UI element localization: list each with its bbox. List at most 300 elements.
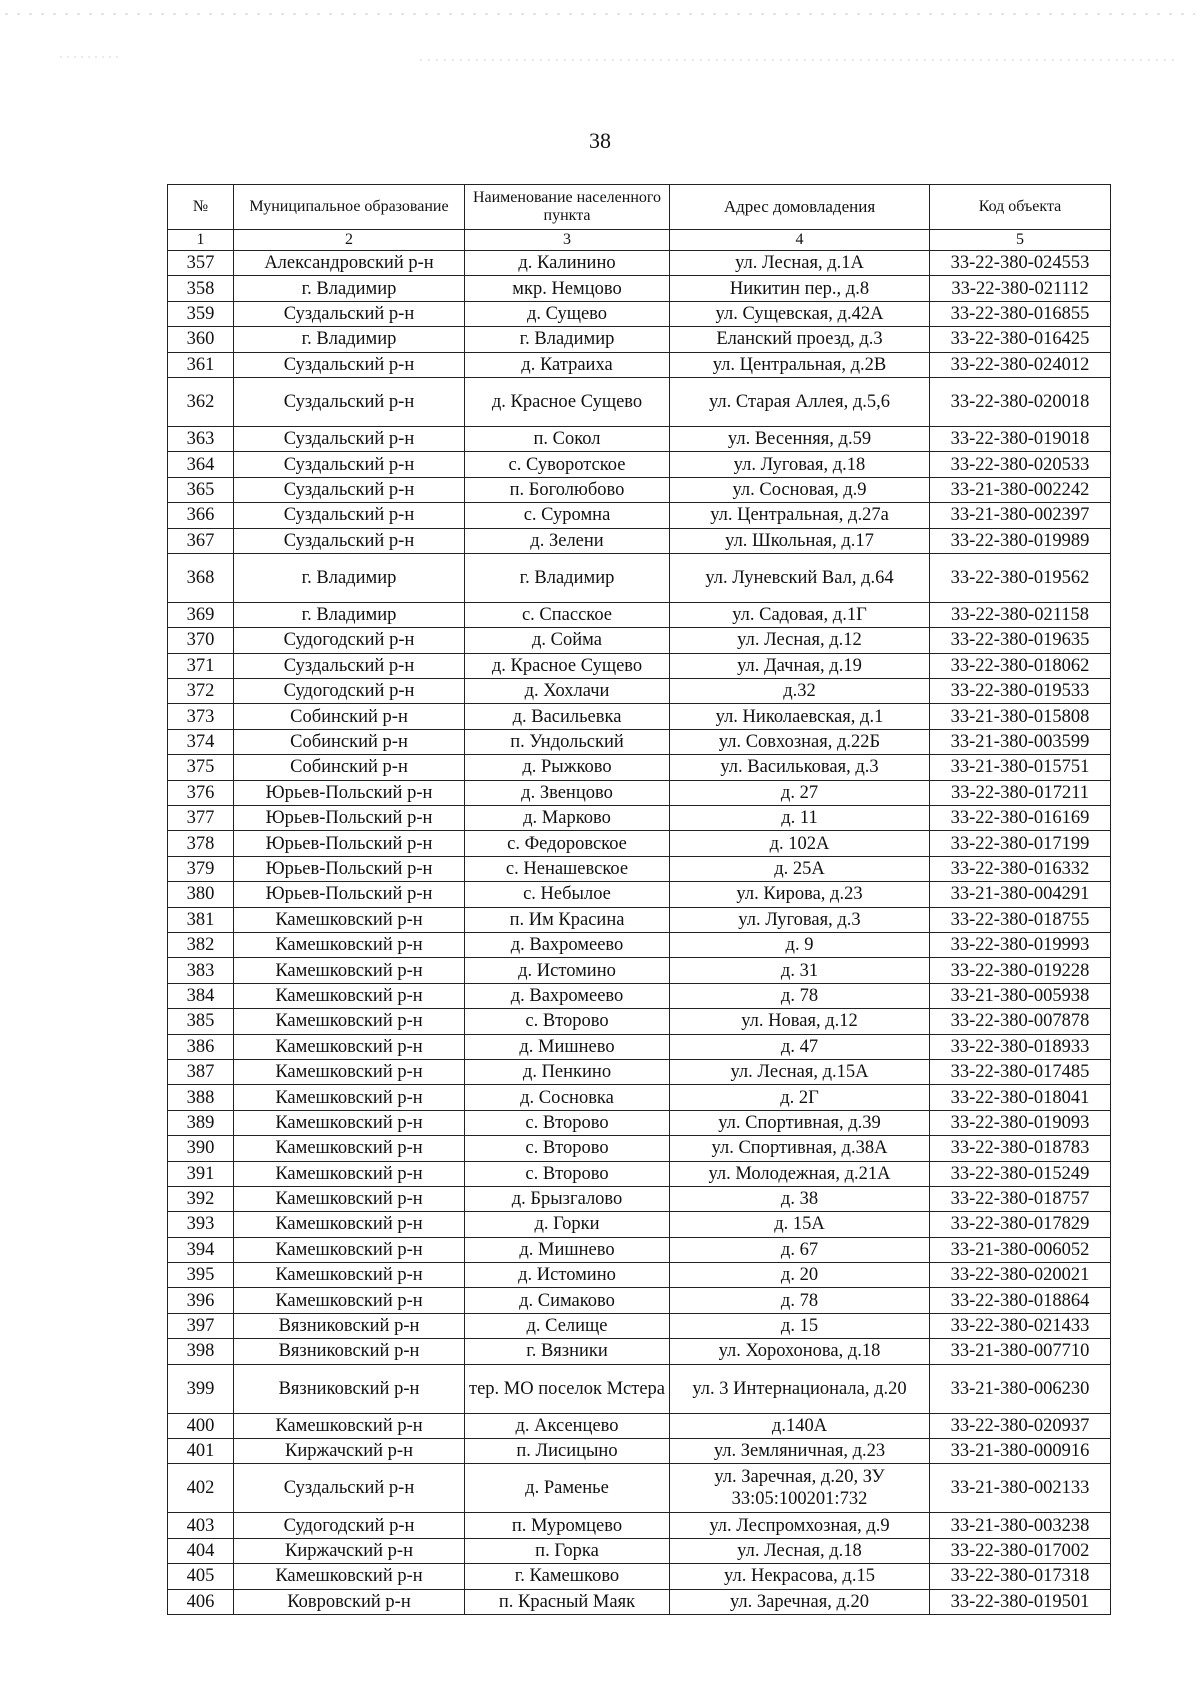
object-code-cell: 33-21-380-006052 — [930, 1237, 1111, 1262]
table-row — [168, 327, 1111, 352]
table-row — [168, 1339, 1111, 1364]
settlement-cell: тер. МО поселок Мстера — [465, 1364, 670, 1413]
table-row — [168, 1589, 1111, 1614]
address-cell: ул. Кирова, д.23 — [670, 882, 930, 907]
table-row — [168, 377, 1111, 426]
object-code-cell: 33-22-380-024012 — [930, 352, 1111, 377]
address-cell: ул. Лесная, д.15А — [670, 1059, 930, 1084]
row-number: 358 — [168, 276, 234, 301]
address-cell: ул. Новая, д.12 — [670, 1009, 930, 1034]
row-number: 402 — [168, 1464, 234, 1513]
row-number: 401 — [168, 1439, 234, 1464]
settlement-cell: д. Горки — [465, 1212, 670, 1237]
row-number: 359 — [168, 301, 234, 326]
header-object-code: Код объекта — [930, 185, 1111, 230]
row-number: 371 — [168, 653, 234, 678]
object-code-cell: 33-22-380-019018 — [930, 426, 1111, 451]
object-code-cell: 33-21-380-002133 — [930, 1464, 1111, 1513]
settlement-cell: с. Небылое — [465, 882, 670, 907]
municipality-cell: Камешковский р-н — [234, 1136, 465, 1161]
municipality-cell: Камешковский р-н — [234, 958, 465, 983]
row-number: 400 — [168, 1413, 234, 1438]
municipality-cell: Собинский р-н — [234, 729, 465, 754]
settlement-cell: с. Второво — [465, 1161, 670, 1186]
address-cell: д. 25А — [670, 856, 930, 881]
address-cell: д. 20 — [670, 1263, 930, 1288]
municipality-cell: Вязниковский р-н — [234, 1313, 465, 1338]
table-row — [168, 1009, 1111, 1034]
header-municipality: Муниципальное образование — [234, 185, 465, 230]
row-number: 405 — [168, 1564, 234, 1589]
address-cell: д. 78 — [670, 1288, 930, 1313]
row-number: 379 — [168, 856, 234, 881]
address-cell: д.140А — [670, 1413, 930, 1438]
object-code-cell: 33-22-380-018864 — [930, 1288, 1111, 1313]
settlement-cell: д. Пенкино — [465, 1059, 670, 1084]
address-cell: д. 38 — [670, 1186, 930, 1211]
row-number: 391 — [168, 1161, 234, 1186]
settlement-cell: д. Мишнево — [465, 1034, 670, 1059]
address-cell: д. 78 — [670, 983, 930, 1008]
object-code-cell: 33-22-380-020533 — [930, 452, 1111, 477]
address-cell: ул. Сосновая, д.9 — [670, 477, 930, 502]
table-body — [168, 251, 1111, 1615]
object-code-cell: 33-22-380-018933 — [930, 1034, 1111, 1059]
table-row — [168, 983, 1111, 1008]
address-cell: ул. Лесная, д.12 — [670, 628, 930, 653]
table-row — [168, 1263, 1111, 1288]
table-row — [168, 528, 1111, 553]
table-row — [168, 1186, 1111, 1211]
settlement-cell: мкр. Немцово — [465, 276, 670, 301]
object-code-cell: 33-22-380-017829 — [930, 1212, 1111, 1237]
municipality-cell: Камешковский р-н — [234, 932, 465, 957]
object-code-cell: 33-22-380-016425 — [930, 327, 1111, 352]
row-number: 361 — [168, 352, 234, 377]
table-row — [168, 426, 1111, 451]
settlement-cell: д. Вахромеево — [465, 932, 670, 957]
municipality-cell: Камешковский р-н — [234, 1288, 465, 1313]
object-code-cell: 33-22-380-024553 — [930, 251, 1111, 276]
object-code-cell: 33-22-380-017211 — [930, 780, 1111, 805]
settlement-cell: д. Зелени — [465, 528, 670, 553]
municipality-cell: Юрьев-Польский р-н — [234, 882, 465, 907]
row-number: 378 — [168, 831, 234, 856]
municipality-cell: Суздальский р-н — [234, 426, 465, 451]
row-number: 384 — [168, 983, 234, 1008]
table-row — [168, 653, 1111, 678]
municipality-cell: г. Владимир — [234, 327, 465, 352]
settlement-cell: г. Камешково — [465, 1564, 670, 1589]
address-cell: д. 2Г — [670, 1085, 930, 1110]
settlement-cell: д. Марково — [465, 806, 670, 831]
settlement-cell: с. Второво — [465, 1009, 670, 1034]
settlement-cell: с. Суворотское — [465, 452, 670, 477]
table-row — [168, 806, 1111, 831]
table-row — [168, 602, 1111, 627]
table-row — [168, 958, 1111, 983]
settlement-cell: п. Лисицыно — [465, 1439, 670, 1464]
address-cell: ул. Васильковая, д.3 — [670, 755, 930, 780]
municipality-cell: Суздальский р-н — [234, 653, 465, 678]
object-code-cell: 33-22-380-019093 — [930, 1110, 1111, 1135]
row-number: 398 — [168, 1339, 234, 1364]
address-cell: ул. Садовая, д.1Г — [670, 602, 930, 627]
address-cell: д. 9 — [670, 932, 930, 957]
table-row — [168, 452, 1111, 477]
municipality-cell: Собинский р-н — [234, 704, 465, 729]
address-cell: ул. Весенняя, д.59 — [670, 426, 930, 451]
table-row — [168, 1513, 1111, 1538]
table-row — [168, 276, 1111, 301]
municipality-cell: Камешковский р-н — [234, 1263, 465, 1288]
municipality-cell: Киржачский р-н — [234, 1439, 465, 1464]
settlement-cell: д. Сущево — [465, 301, 670, 326]
municipality-cell: Камешковский р-н — [234, 1110, 465, 1135]
row-number: 367 — [168, 528, 234, 553]
settlement-cell: д. Истомино — [465, 1263, 670, 1288]
object-code-cell: 33-22-380-018783 — [930, 1136, 1111, 1161]
address-cell: ул. Луневский Вал, д.64 — [670, 553, 930, 602]
settlement-cell: д. Брызгалово — [465, 1186, 670, 1211]
municipality-cell: Камешковский р-н — [234, 1085, 465, 1110]
row-number: 403 — [168, 1513, 234, 1538]
settlement-cell: с. Ненашевское — [465, 856, 670, 881]
address-cell: ул. Николаевская, д.1 — [670, 704, 930, 729]
object-code-cell: 33-22-380-020937 — [930, 1413, 1111, 1438]
municipality-cell: Суздальский р-н — [234, 352, 465, 377]
object-code-cell: 33-22-380-017318 — [930, 1564, 1111, 1589]
settlement-cell: д. Сойма — [465, 628, 670, 653]
row-number: 396 — [168, 1288, 234, 1313]
address-cell: ул. Центральная, д.2В — [670, 352, 930, 377]
object-code-cell: 33-22-380-019993 — [930, 932, 1111, 957]
row-number: 376 — [168, 780, 234, 805]
municipality-cell: Юрьев-Польский р-н — [234, 806, 465, 831]
column-number: 5 — [930, 230, 1111, 251]
object-code-cell: 33-22-380-019635 — [930, 628, 1111, 653]
address-cell: ул. Леспромхозная, д.9 — [670, 1513, 930, 1538]
address-cell: ул. Лесная, д.18 — [670, 1538, 930, 1563]
address-cell: д. 27 — [670, 780, 930, 805]
object-code-cell: 33-21-380-002397 — [930, 503, 1111, 528]
settlement-cell: д. Истомино — [465, 958, 670, 983]
table-row — [168, 1288, 1111, 1313]
row-number: 404 — [168, 1538, 234, 1563]
settlement-cell: п. Горка — [465, 1538, 670, 1563]
address-cell: д.32 — [670, 679, 930, 704]
address-cell: д. 11 — [670, 806, 930, 831]
address-cell: ул. 3 Интернационала, д.20 — [670, 1364, 930, 1413]
object-code-cell: 33-22-380-019562 — [930, 553, 1111, 602]
address-cell: ул. Школьная, д.17 — [670, 528, 930, 553]
settlement-cell: д. Звенцово — [465, 780, 670, 805]
row-number: 387 — [168, 1059, 234, 1084]
row-number: 388 — [168, 1085, 234, 1110]
object-code-cell: 33-21-380-007710 — [930, 1339, 1111, 1364]
row-number: 397 — [168, 1313, 234, 1338]
row-number: 374 — [168, 729, 234, 754]
municipality-cell: Камешковский р-н — [234, 1186, 465, 1211]
table-header-row — [168, 185, 1111, 230]
table-row — [168, 1237, 1111, 1262]
address-cell: д. 15А — [670, 1212, 930, 1237]
municipality-cell: Суздальский р-н — [234, 377, 465, 426]
municipality-cell: Юрьев-Польский р-н — [234, 831, 465, 856]
object-code-cell: 33-22-380-020018 — [930, 377, 1111, 426]
settlement-cell: г. Вязники — [465, 1339, 670, 1364]
object-code-cell: 33-22-380-021433 — [930, 1313, 1111, 1338]
settlement-cell: д. Рыжково — [465, 755, 670, 780]
table-row — [168, 1564, 1111, 1589]
address-cell: ул. Старая Аллея, д.5,6 — [670, 377, 930, 426]
settlement-cell: п. Им Красина — [465, 907, 670, 932]
object-code-cell: 33-22-380-018755 — [930, 907, 1111, 932]
address-cell: ул. Луговая, д.3 — [670, 907, 930, 932]
object-code-cell: 33-22-380-015249 — [930, 1161, 1111, 1186]
row-number: 364 — [168, 452, 234, 477]
row-number: 366 — [168, 503, 234, 528]
municipality-cell: г. Владимир — [234, 276, 465, 301]
row-number: 390 — [168, 1136, 234, 1161]
table-row — [168, 301, 1111, 326]
row-number: 360 — [168, 327, 234, 352]
municipality-cell: Вязниковский р-н — [234, 1364, 465, 1413]
object-code-cell: 33-21-380-005938 — [930, 983, 1111, 1008]
row-number: 394 — [168, 1237, 234, 1262]
address-cell: ул. Дачная, д.19 — [670, 653, 930, 678]
scan-artifact-lines — [0, 0, 1200, 80]
table-row — [168, 1313, 1111, 1338]
object-code-cell: 33-22-380-021158 — [930, 602, 1111, 627]
municipality-cell: Камешковский р-н — [234, 1161, 465, 1186]
table-row — [168, 704, 1111, 729]
table-row — [168, 477, 1111, 502]
municipality-cell: Ковровский р-н — [234, 1589, 465, 1614]
municipality-cell: Суздальский р-н — [234, 452, 465, 477]
settlement-cell: д. Вахромеево — [465, 983, 670, 1008]
address-cell: д. 31 — [670, 958, 930, 983]
address-cell: ул. Луговая, д.18 — [670, 452, 930, 477]
object-code-cell: 33-22-380-018041 — [930, 1085, 1111, 1110]
address-cell: ул. Земляничная, д.23 — [670, 1439, 930, 1464]
page-number: 38 — [589, 128, 611, 153]
settlement-cell: с. Спасское — [465, 602, 670, 627]
municipality-cell: Камешковский р-н — [234, 1034, 465, 1059]
address-cell: ул. Заречная, д.20, ЗУ 33:05:100201:732 — [670, 1464, 930, 1513]
municipality-cell: г. Владимир — [234, 602, 465, 627]
row-number: 406 — [168, 1589, 234, 1614]
row-number: 368 — [168, 553, 234, 602]
row-number: 386 — [168, 1034, 234, 1059]
object-code-cell: 33-22-380-016855 — [930, 301, 1111, 326]
municipality-cell: Суздальский р-н — [234, 477, 465, 502]
table-row — [168, 1413, 1111, 1438]
address-cell: ул. Совхозная, д.22Б — [670, 729, 930, 754]
row-number: 389 — [168, 1110, 234, 1135]
settlement-cell: д. Красное Сущево — [465, 653, 670, 678]
municipality-cell: Судогодский р-н — [234, 1513, 465, 1538]
municipality-cell: Суздальский р-н — [234, 1464, 465, 1513]
settlement-cell: п. Муромцево — [465, 1513, 670, 1538]
settlement-cell: д. Васильевка — [465, 704, 670, 729]
table-row — [168, 352, 1111, 377]
object-code-cell: 33-22-380-018757 — [930, 1186, 1111, 1211]
settlement-cell: г. Владимир — [465, 327, 670, 352]
table-row — [168, 553, 1111, 602]
header-settlement: Наименование населенного пункта — [465, 185, 670, 230]
object-code-cell: 33-22-380-019228 — [930, 958, 1111, 983]
municipality-cell: Юрьев-Польский р-н — [234, 856, 465, 881]
settlement-cell: п. Боголюбово — [465, 477, 670, 502]
table-row — [168, 1059, 1111, 1084]
object-code-cell: 33-22-380-021112 — [930, 276, 1111, 301]
row-number: 385 — [168, 1009, 234, 1034]
object-code-cell: 33-21-380-003599 — [930, 729, 1111, 754]
column-number-row — [168, 230, 1111, 251]
settlement-cell: д. Калинино — [465, 251, 670, 276]
object-code-cell: 33-22-380-019533 — [930, 679, 1111, 704]
table-row — [168, 1212, 1111, 1237]
table-row — [168, 1364, 1111, 1413]
municipality-cell: Камешковский р-н — [234, 1413, 465, 1438]
settlement-cell: д. Сосновка — [465, 1085, 670, 1110]
municipality-cell: Камешковский р-н — [234, 1009, 465, 1034]
row-number: 375 — [168, 755, 234, 780]
table-row — [168, 780, 1111, 805]
settlement-cell: д. Мишнево — [465, 1237, 670, 1262]
address-cell: ул. Заречная, д.20 — [670, 1589, 930, 1614]
object-code-cell: 33-21-380-004291 — [930, 882, 1111, 907]
row-number: 357 — [168, 251, 234, 276]
row-number: 363 — [168, 426, 234, 451]
settlement-cell: д. Аксенцево — [465, 1413, 670, 1438]
municipality-cell: Камешковский р-н — [234, 1059, 465, 1084]
object-code-cell: 33-21-380-003238 — [930, 1513, 1111, 1538]
row-number: 395 — [168, 1263, 234, 1288]
settlement-cell: с. Второво — [465, 1136, 670, 1161]
object-code-cell: 33-21-380-006230 — [930, 1364, 1111, 1413]
object-code-cell: 33-21-380-000916 — [930, 1439, 1111, 1464]
table-row — [168, 251, 1111, 276]
object-code-cell: 33-22-380-016169 — [930, 806, 1111, 831]
address-cell: ул. Сущевская, д.42А — [670, 301, 930, 326]
address-cell: д. 47 — [670, 1034, 930, 1059]
address-cell: ул. Лесная, д.1А — [670, 251, 930, 276]
municipality-cell: Собинский р-н — [234, 755, 465, 780]
row-number: 393 — [168, 1212, 234, 1237]
table-row — [168, 679, 1111, 704]
municipality-cell: Судогодский р-н — [234, 628, 465, 653]
table-row — [168, 932, 1111, 957]
municipality-cell: Юрьев-Польский р-н — [234, 780, 465, 805]
municipality-cell: Суздальский р-н — [234, 528, 465, 553]
municipality-cell: Камешковский р-н — [234, 1237, 465, 1262]
row-number: 380 — [168, 882, 234, 907]
municipality-cell: г. Владимир — [234, 553, 465, 602]
object-code-cell: 33-21-380-002242 — [930, 477, 1111, 502]
address-cell: Никитин пер., д.8 — [670, 276, 930, 301]
table-row — [168, 882, 1111, 907]
settlement-cell: г. Владимир — [465, 553, 670, 602]
table-row — [168, 1439, 1111, 1464]
municipality-cell: Вязниковский р-н — [234, 1339, 465, 1364]
table-row — [168, 1538, 1111, 1563]
settlement-cell: д. Катраиха — [465, 352, 670, 377]
row-number: 373 — [168, 704, 234, 729]
municipality-cell: Киржачский р-н — [234, 1538, 465, 1563]
objects-table — [167, 184, 1111, 1615]
row-number: 383 — [168, 958, 234, 983]
municipality-cell: Камешковский р-н — [234, 1212, 465, 1237]
object-code-cell: 33-22-380-019989 — [930, 528, 1111, 553]
municipality-cell: Александровский р-н — [234, 251, 465, 276]
settlement-cell: д. Селище — [465, 1313, 670, 1338]
object-code-cell: 33-21-380-015808 — [930, 704, 1111, 729]
table-row — [168, 503, 1111, 528]
header-address: Адрес домовладения — [670, 185, 930, 230]
table-row — [168, 907, 1111, 932]
address-cell: ул. Центральная, д.27а — [670, 503, 930, 528]
column-number: 1 — [168, 230, 234, 251]
settlement-cell: с. Суромна — [465, 503, 670, 528]
table-row — [168, 856, 1111, 881]
row-number: 381 — [168, 907, 234, 932]
object-code-cell: 33-22-380-017199 — [930, 831, 1111, 856]
object-code-cell: 33-22-380-018062 — [930, 653, 1111, 678]
object-code-cell: 33-22-380-017002 — [930, 1538, 1111, 1563]
table-row — [168, 1085, 1111, 1110]
settlement-cell: д. Хохлачи — [465, 679, 670, 704]
address-cell: д. 102А — [670, 831, 930, 856]
municipality-cell: Камешковский р-н — [234, 907, 465, 932]
municipality-cell: Судогодский р-н — [234, 679, 465, 704]
column-number: 2 — [234, 230, 465, 251]
row-number: 372 — [168, 679, 234, 704]
object-code-cell: 33-22-380-020021 — [930, 1263, 1111, 1288]
address-cell: Еланский проезд, д.3 — [670, 327, 930, 352]
table-row — [168, 755, 1111, 780]
row-number: 399 — [168, 1364, 234, 1413]
row-number: 369 — [168, 602, 234, 627]
table-row — [168, 1161, 1111, 1186]
address-cell: ул. Некрасова, д.15 — [670, 1564, 930, 1589]
object-code-cell: 33-22-380-017485 — [930, 1059, 1111, 1084]
row-number: 362 — [168, 377, 234, 426]
address-cell: д. 15 — [670, 1313, 930, 1338]
address-cell: ул. Спортивная, д.38А — [670, 1136, 930, 1161]
table-row — [168, 1136, 1111, 1161]
settlement-cell: п. Красный Маяк — [465, 1589, 670, 1614]
municipality-cell: Суздальский р-н — [234, 301, 465, 326]
row-number: 365 — [168, 477, 234, 502]
object-code-cell: 33-22-380-007878 — [930, 1009, 1111, 1034]
address-cell: ул. Молодежная, д.21А — [670, 1161, 930, 1186]
header-number: № — [168, 185, 234, 230]
row-number: 382 — [168, 932, 234, 957]
object-code-cell: 33-22-380-019501 — [930, 1589, 1111, 1614]
column-number: 3 — [465, 230, 670, 251]
settlement-cell: с. Федоровское — [465, 831, 670, 856]
table-row — [168, 831, 1111, 856]
row-number: 377 — [168, 806, 234, 831]
row-number: 370 — [168, 628, 234, 653]
municipality-cell: Суздальский р-н — [234, 503, 465, 528]
column-number: 4 — [670, 230, 930, 251]
settlement-cell: п. Ундольский — [465, 729, 670, 754]
settlement-cell: с. Второво — [465, 1110, 670, 1135]
settlement-cell: д. Красное Сущево — [465, 377, 670, 426]
